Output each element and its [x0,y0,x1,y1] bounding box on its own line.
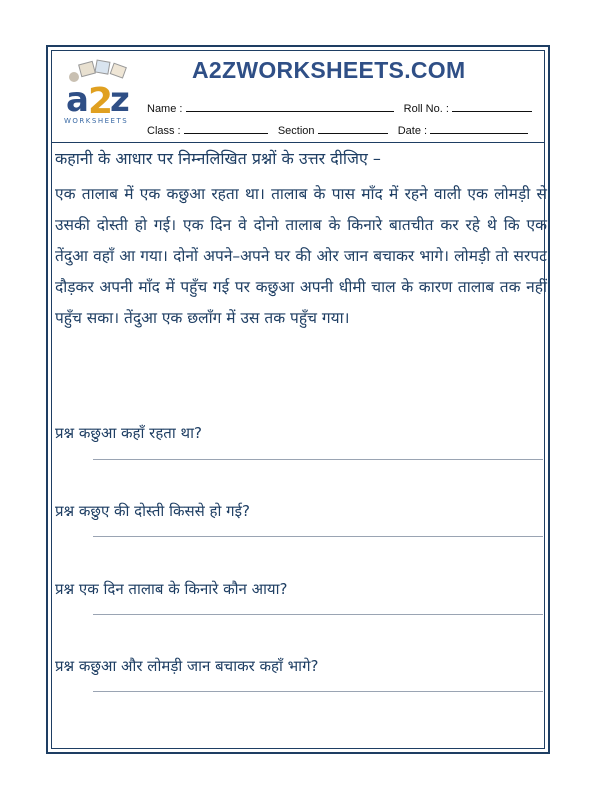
answer-line-3[interactable] [93,614,543,615]
class-label: Class : [147,125,181,137]
svg-text:a: a [66,80,89,120]
story-paragraph: एक तालाब में एक कछुआ रहता था। तालाब के पास माँद में रहने वाली एक लोमड़ी से उसकी दोस्ती हो गई। एक दिन वे दोनो तालाब के किनारे बातचीत कर रहे थे कि एक तेंदुआ वहाँ आ गया। दोनों अपने–अपने घर की ओर जान बचाकर भागे। लोमड़ी तो सरपट दौड़कर अपनी माँद में पहुँच गई पर कछुआ अपनी धीमी चाल के कारण तालाब तक नहीं पहुँच सका। तेंदुआ एक छलाँग में उस तक पहुँच गया। [55,185,547,327]
roll-field[interactable] [452,100,532,112]
roll-label: Roll No. : [403,103,449,115]
question-2: प्रश्न कछुए की दोस्ती किससे हो गई? [55,502,250,520]
name-field[interactable] [186,100,394,112]
question-4: प्रश्न कछुआ और लोमड़ी जान बचाकर कहाँ भागे? [55,657,319,675]
date-field[interactable] [430,122,528,134]
svg-text:2: 2 [88,81,114,122]
worksheet-header [52,51,544,143]
question-3: प्रश्न एक दिन तालाब के किनारे कौन आया? [55,580,288,598]
section-label: Section [277,125,315,137]
worksheet-inner-frame [51,50,545,749]
date-label: Date : [397,125,428,137]
question-1: प्रश्न कछुआ कहाँ रहता था? [55,424,202,442]
class-section-date-row [147,122,528,137]
name-label: Name : [147,103,183,115]
class-field[interactable] [184,122,268,134]
answer-line-1[interactable] [93,459,543,460]
name-roll-row [147,100,532,115]
section-field[interactable] [318,122,388,134]
svg-text:z: z [110,80,130,120]
a2z-logo-icon [60,59,140,127]
instruction-heading: कहानी के आधार पर निम्नलिखित प्रश्नों के उत्तर दीजिए – [55,149,381,168]
answer-line-2[interactable] [93,536,543,537]
site-title: A2ZWORKSHEETS.COM [192,57,466,83]
svg-text:WORKSHEETS: WORKSHEETS [64,117,129,125]
worksheet-frame [46,45,550,754]
answer-line-4[interactable] [93,691,543,692]
